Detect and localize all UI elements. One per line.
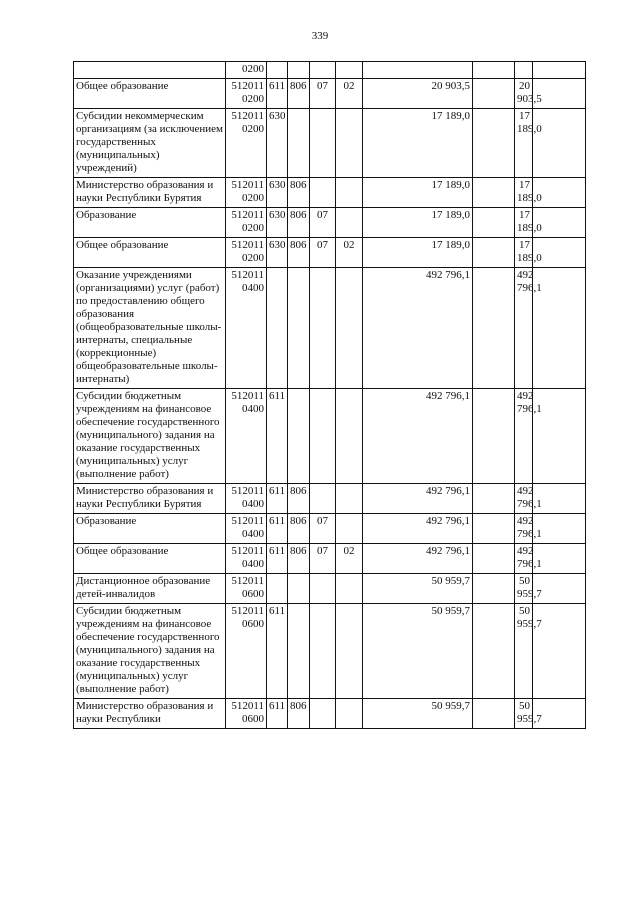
page-number: 339 bbox=[311, 30, 329, 42]
amount-col-2 bbox=[473, 699, 515, 729]
amount-total: 492 796,1 bbox=[363, 514, 473, 544]
amount-total: 50 959,7 bbox=[363, 574, 473, 604]
ministry-code: 806 bbox=[288, 699, 310, 729]
subsection-code bbox=[336, 514, 363, 544]
expense-type-code: 630 bbox=[267, 238, 288, 268]
table-row bbox=[74, 109, 586, 178]
subsection-code bbox=[336, 604, 363, 699]
ministry-code bbox=[288, 62, 310, 79]
target-article-code: 512011 0400 bbox=[226, 484, 267, 514]
table-row bbox=[74, 604, 586, 699]
section-code bbox=[310, 178, 336, 208]
section-code bbox=[310, 574, 336, 604]
table-row bbox=[74, 238, 586, 268]
row-name: Министерство образования и науки Республики bbox=[74, 699, 226, 729]
section-code bbox=[310, 699, 336, 729]
target-article-code: 512011 0600 bbox=[226, 699, 267, 729]
table-row bbox=[74, 389, 586, 484]
amount-col-3 bbox=[515, 62, 533, 79]
amount-col-2 bbox=[473, 514, 515, 544]
ministry-code: 806 bbox=[288, 484, 310, 514]
section-code bbox=[310, 604, 336, 699]
amount-col-2 bbox=[473, 484, 515, 514]
expense-type-code: 630 bbox=[267, 109, 288, 178]
target-article-code: 512011 0600 bbox=[226, 574, 267, 604]
amount-col-3: 20 903,5 bbox=[515, 79, 533, 109]
section-code: 07 bbox=[310, 544, 336, 574]
section-code: 07 bbox=[310, 79, 336, 109]
amount-total: 492 796,1 bbox=[363, 544, 473, 574]
amount-col-3: 492 796,1 bbox=[515, 268, 533, 389]
table-row bbox=[74, 62, 586, 79]
subsection-code bbox=[336, 62, 363, 79]
subsection-code bbox=[336, 268, 363, 389]
target-article-code: 512011 0200 bbox=[226, 178, 267, 208]
section-code bbox=[310, 484, 336, 514]
target-article-code: 512011 0200 bbox=[226, 208, 267, 238]
table-row bbox=[74, 178, 586, 208]
amount-col-2 bbox=[473, 208, 515, 238]
section-code: 07 bbox=[310, 514, 336, 544]
ministry-code bbox=[288, 268, 310, 389]
row-name: Министерство образования и науки Республики Бурятия bbox=[74, 178, 226, 208]
expense-type-code: 611 bbox=[267, 514, 288, 544]
row-name: Дистанционное образование детей-инвалидов bbox=[74, 574, 226, 604]
table-row bbox=[74, 79, 586, 109]
amount-total: 20 903,5 bbox=[363, 79, 473, 109]
amount-total: 17 189,0 bbox=[363, 208, 473, 238]
amount-col-3: 17 189,0 bbox=[515, 238, 533, 268]
amount-col-2 bbox=[473, 389, 515, 484]
expense-type-code: 611 bbox=[267, 604, 288, 699]
amount-total: 492 796,1 bbox=[363, 484, 473, 514]
ministry-code: 806 bbox=[288, 79, 310, 109]
subsection-code bbox=[336, 574, 363, 604]
target-article-code: 512011 0200 bbox=[226, 238, 267, 268]
row-name: Субсидии некоммерческим организациям (за исключением государственных (муниципальных) учреждений) bbox=[74, 109, 226, 178]
amount-col-3: 492 796,1 bbox=[515, 484, 533, 514]
table-row bbox=[74, 544, 586, 574]
subsection-code bbox=[336, 109, 363, 178]
row-name: Министерство образования и науки Республики Бурятия bbox=[74, 484, 226, 514]
amount-total: 492 796,1 bbox=[363, 389, 473, 484]
target-article-code: 512011 0400 bbox=[226, 389, 267, 484]
row-name: Субсидии бюджетным учреждениям на финансовое обеспечение государственного (муниципального) задания на оказание государственных (муниципальных) услуг (выполнение работ) bbox=[74, 389, 226, 484]
expense-type-code bbox=[267, 574, 288, 604]
ministry-code bbox=[288, 574, 310, 604]
amount-total: 17 189,0 bbox=[363, 109, 473, 178]
target-article-code: 512011 0200 bbox=[226, 79, 267, 109]
table-row bbox=[74, 514, 586, 544]
amount-col-2 bbox=[473, 178, 515, 208]
amount-col-4 bbox=[533, 109, 586, 178]
row-name: Общее образование bbox=[74, 544, 226, 574]
ministry-code bbox=[288, 109, 310, 178]
target-article-code: 512011 0600 bbox=[226, 604, 267, 699]
target-article-code: 512011 0400 bbox=[226, 544, 267, 574]
amount-col-3: 17 189,0 bbox=[515, 178, 533, 208]
target-article-code: 512011 0400 bbox=[226, 514, 267, 544]
amount-col-2 bbox=[473, 604, 515, 699]
expense-type-code: 611 bbox=[267, 389, 288, 484]
expense-type-code: 630 bbox=[267, 178, 288, 208]
table-row bbox=[74, 699, 586, 729]
row-name: Оказание учреждениями (организациями) услуг (работ) по предоставлению общего образования (общеобразовательные школы-интернаты, специальные (коррекционные) общеобразовательные школы-интернаты) bbox=[74, 268, 226, 389]
subsection-code: 02 bbox=[336, 544, 363, 574]
amount-total: 17 189,0 bbox=[363, 238, 473, 268]
amount-col-2 bbox=[473, 109, 515, 178]
section-code bbox=[310, 109, 336, 178]
amount-total: 50 959,7 bbox=[363, 604, 473, 699]
amount-total: 50 959,7 bbox=[363, 699, 473, 729]
amount-col-2 bbox=[473, 574, 515, 604]
expense-type-code: 611 bbox=[267, 484, 288, 514]
ministry-code: 806 bbox=[288, 208, 310, 238]
expense-type-code: 611 bbox=[267, 544, 288, 574]
expense-type-code: 630 bbox=[267, 208, 288, 238]
expense-type-code: 611 bbox=[267, 79, 288, 109]
amount-col-4 bbox=[533, 62, 586, 79]
ministry-code bbox=[288, 604, 310, 699]
table-row bbox=[74, 208, 586, 238]
amount-total: 492 796,1 bbox=[363, 268, 473, 389]
target-article-code: 0200 bbox=[226, 62, 267, 79]
row-name: Субсидии бюджетным учреждениям на финансовое обеспечение государственного (муниципального) задания на оказание государственных (муниципальных) услуг (выполнение работ) bbox=[74, 604, 226, 699]
row-name bbox=[74, 62, 226, 79]
subsection-code bbox=[336, 389, 363, 484]
row-name: Общее образование bbox=[74, 238, 226, 268]
row-name: Образование bbox=[74, 514, 226, 544]
amount-col-2 bbox=[473, 238, 515, 268]
amount-total bbox=[363, 62, 473, 79]
row-name: Общее образование bbox=[74, 79, 226, 109]
target-article-code: 512011 0200 bbox=[226, 109, 267, 178]
subsection-code: 02 bbox=[336, 238, 363, 268]
amount-col-3: 492 796,1 bbox=[515, 544, 533, 574]
budget-table bbox=[73, 61, 586, 729]
amount-col-3: 492 796,1 bbox=[515, 389, 533, 484]
table-row bbox=[74, 574, 586, 604]
section-code: 07 bbox=[310, 238, 336, 268]
ministry-code: 806 bbox=[288, 544, 310, 574]
subsection-code bbox=[336, 208, 363, 238]
section-code bbox=[310, 268, 336, 389]
section-code: 07 bbox=[310, 208, 336, 238]
amount-col-3: 50 959,7 bbox=[515, 574, 533, 604]
amount-total: 17 189,0 bbox=[363, 178, 473, 208]
expense-type-code bbox=[267, 62, 288, 79]
table-row bbox=[74, 268, 586, 389]
ministry-code bbox=[288, 389, 310, 484]
table-row bbox=[74, 484, 586, 514]
amount-col-2 bbox=[473, 62, 515, 79]
subsection-code bbox=[336, 699, 363, 729]
amount-col-3: 492 796,1 bbox=[515, 514, 533, 544]
target-article-code: 512011 0400 bbox=[226, 268, 267, 389]
amount-col-2 bbox=[473, 79, 515, 109]
ministry-code: 806 bbox=[288, 178, 310, 208]
expense-type-code: 611 bbox=[267, 699, 288, 729]
section-code bbox=[310, 389, 336, 484]
section-code bbox=[310, 62, 336, 79]
amount-col-2 bbox=[473, 268, 515, 389]
ministry-code: 806 bbox=[288, 238, 310, 268]
ministry-code: 806 bbox=[288, 514, 310, 544]
amount-col-2 bbox=[473, 544, 515, 574]
amount-col-3: 50 959,7 bbox=[515, 604, 533, 699]
expense-type-code bbox=[267, 268, 288, 389]
amount-col-3: 50 959,7 bbox=[515, 699, 533, 729]
row-name: Образование bbox=[74, 208, 226, 238]
amount-col-3: 17 189,0 bbox=[515, 109, 533, 178]
subsection-code bbox=[336, 484, 363, 514]
subsection-code bbox=[336, 178, 363, 208]
amount-col-3: 17 189,0 bbox=[515, 208, 533, 238]
budget-table-body bbox=[74, 62, 586, 729]
subsection-code: 02 bbox=[336, 79, 363, 109]
